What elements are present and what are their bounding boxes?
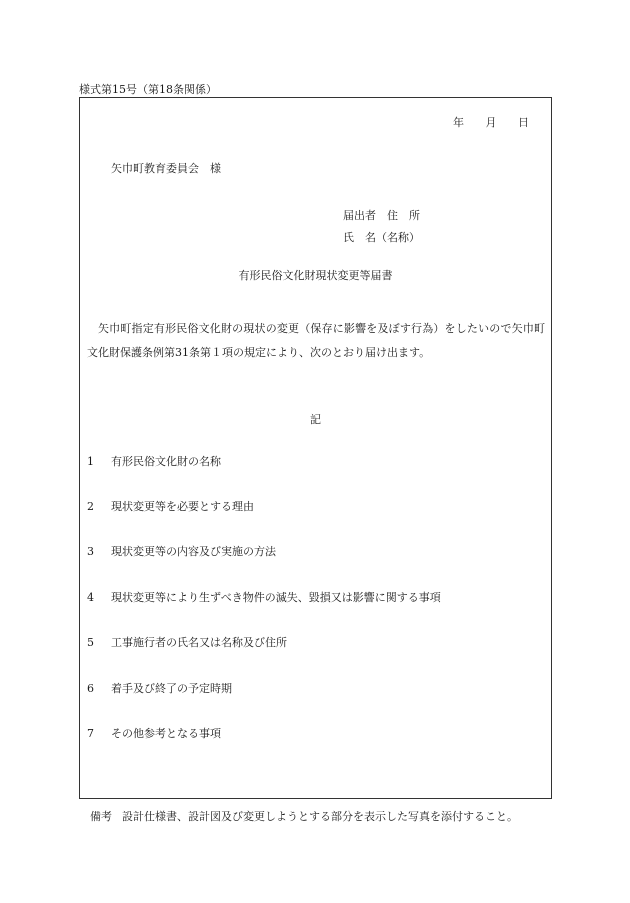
applicant-block	[343, 205, 420, 249]
item-text: 現状変更等の内容及び実施の方法	[111, 545, 276, 558]
list-item	[87, 680, 232, 696]
ki-heading: 記	[310, 413, 321, 426]
date-line	[435, 114, 529, 130]
item-number: 7	[87, 727, 94, 740]
remark-note	[90, 808, 518, 824]
remark-label: 備考	[90, 810, 112, 823]
item-text: 現状変更等を必要とする理由	[111, 500, 254, 513]
item-number: 2	[87, 500, 94, 513]
list-item	[87, 589, 441, 605]
date-month-label: 月	[485, 116, 497, 129]
item-text: 着手及び終了の予定時期	[111, 682, 232, 695]
item-number: 4	[87, 591, 94, 604]
item-number: 1	[87, 455, 94, 468]
applicant-name-label: 氏 名（名称）	[343, 231, 420, 244]
date-year-label: 年	[453, 116, 464, 129]
item-number: 3	[87, 545, 94, 558]
item-number: 5	[87, 636, 94, 649]
list-item	[87, 543, 276, 559]
list-item	[87, 453, 221, 469]
applicant-address-label: 届出者 住 所	[343, 209, 420, 222]
body-paragraph: 矢巾町指定有形民俗文化財の現状の変更（保存に影響を及ぼす行為）をしたいので矢巾町文化財保護条例第31条第１項の規定により、次のとおり届け出ます。	[87, 322, 545, 359]
form-number-header: 様式第15号（第18条関係）	[79, 83, 217, 96]
document-title: 有形民俗文化財現状変更等届書	[238, 269, 393, 282]
item-number: 6	[87, 682, 94, 695]
date-day-label: 日	[518, 116, 529, 129]
form-frame	[79, 97, 552, 799]
addressee: 矢巾町教育委員会 様	[111, 162, 221, 175]
list-item	[87, 725, 221, 741]
list-item	[87, 498, 254, 514]
list-item	[87, 634, 287, 650]
item-text: 有形民俗文化財の名称	[111, 455, 221, 468]
item-text: その他参考となる事項	[111, 727, 221, 740]
item-text: 現状変更等により生ずべき物件の滅失、毀損又は影響に関する事項	[111, 591, 441, 604]
item-text: 工事施行者の氏名又は名称及び住所	[111, 636, 287, 649]
remark-text: 設計仕様書、設計図及び変更しようとする部分を表示した写真を添付すること。	[122, 810, 518, 823]
